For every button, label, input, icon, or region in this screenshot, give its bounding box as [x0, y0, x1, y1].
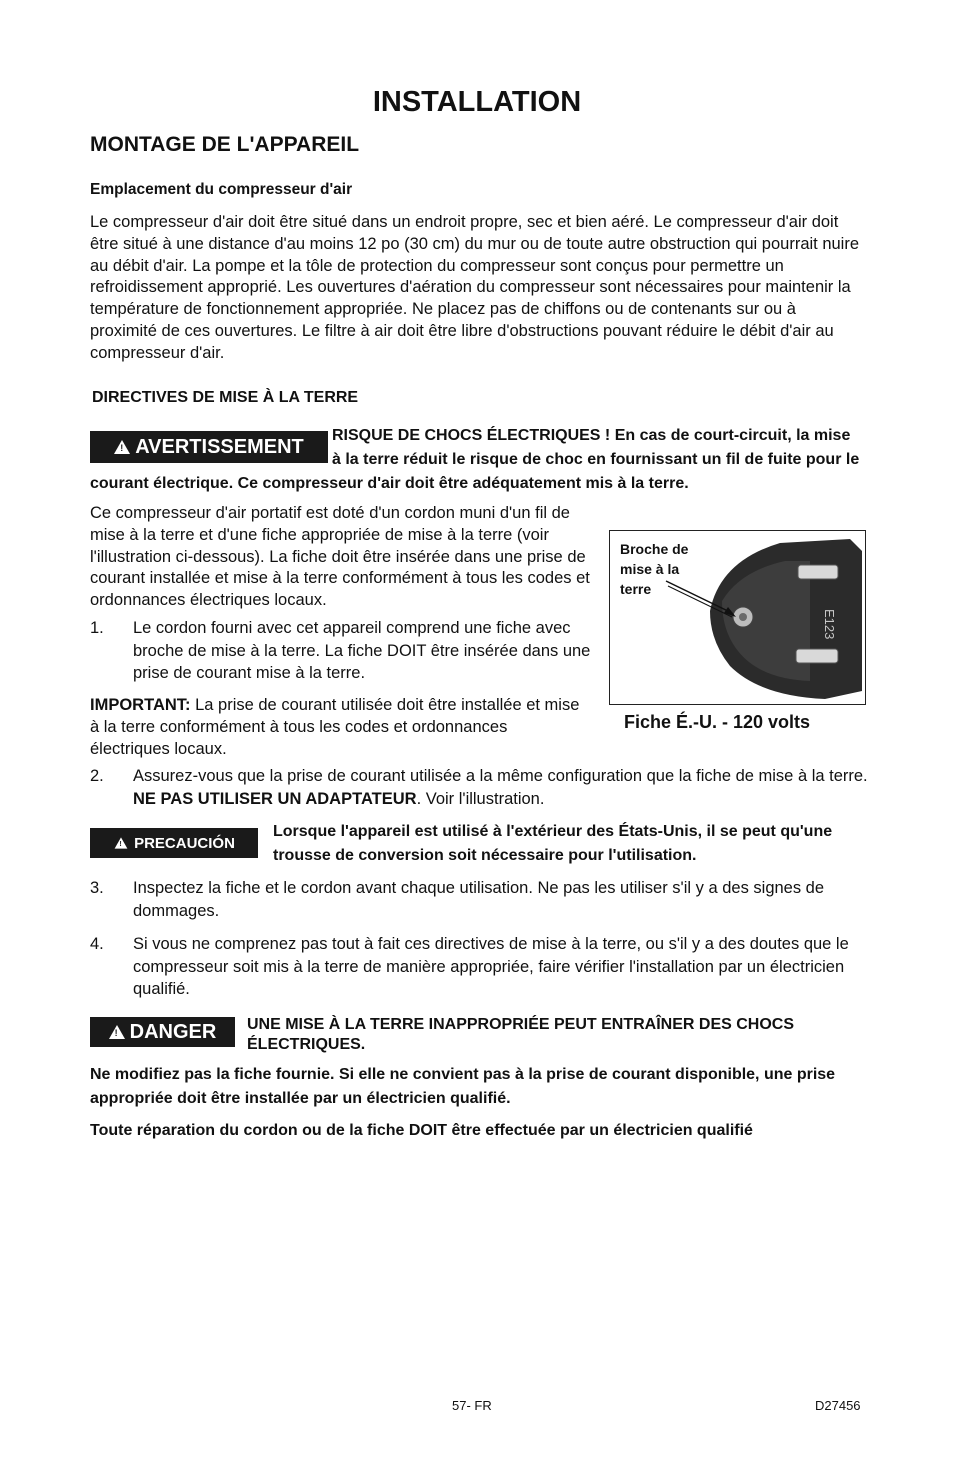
plug-print: E123: [822, 609, 837, 640]
caution-text: Lorsque l'appareil est utilisé à l'extérieur des États-Unis, il se peut qu'une trousse de conversion soit nécessaire pour l'utilisation.: [273, 823, 833, 864]
danger-triangle-icon: [109, 1025, 125, 1039]
item3-number: 3.: [90, 879, 104, 897]
danger-badge: [90, 1017, 235, 1047]
page-number: 57- FR: [452, 1398, 492, 1413]
warning-text-content: RISQUE DE CHOCS ÉLECTRIQUES ! En cas de court-circuit, la mise à la terre réduit le risque de choc en fournissant un fil de fuite pour le courant électrique. Ce compresseur d'air doit être adéquatement mis à la terre.: [90, 427, 860, 492]
grounding-intro-text: Ce compresseur d'air portatif est doté d'un cordon muni d'un fil de mise à la terre et d'une fiche appropriée de mise à la terre (voir l'illustration ci-dessous). La fiche doit être insérée dans une prise de courant installée et mise à la terre conformément à tous les codes et ordonnances électriques locaux.: [90, 504, 590, 610]
no-adapter-warning: NE PAS UTILISER UN ADAPTATEUR: [133, 789, 417, 808]
caution-triangle-icon: [115, 837, 128, 848]
item4-text: Si vous ne comprenez pas tout à fait ces directives de mise à la terre, ou s'il y a des doutes que le compresseur soit mis à la terre de manière appropriée, faire vérifier l'installation par un électricien qualifié.: [133, 935, 849, 998]
warning-text: [90, 424, 862, 496]
plug-figure: [609, 530, 866, 705]
item3-text: Inspectez la fiche et le cordon avant chaque utilisation. Ne pas les utiliser s'il y a des signes de dommages.: [133, 879, 825, 920]
item2-number: 2.: [90, 767, 104, 785]
caution-badge-label: PRECAUCIÓN: [134, 834, 235, 852]
danger-badge-label: DANGER: [129, 1020, 217, 1043]
danger-paragraph-2: Toute réparation du cordon ou de la fiche DOIT être effectuée par un électricien qualifié: [90, 1122, 753, 1139]
caution-badge: [90, 828, 258, 858]
item1-number: 1.: [90, 619, 104, 637]
section-title: MONTAGE DE L'APPAREIL: [90, 133, 360, 156]
danger-paragraph-1: Ne modifiez pas la fiche fournie. Si elle ne convient pas à la prise de courant disponible, une prise appropriée doit être installée par un électricien qualifié.: [90, 1066, 836, 1107]
item4-number: 4.: [90, 935, 104, 953]
important-text: La prise de courant utilisée doit être installée et mise à la terre conformément à tous les codes et ordonnances électriques locaux.: [90, 696, 580, 758]
item2-text-a: Assurez-vous que la prise de courant utilisée a la même configuration que la fiche de mise à la terre.: [133, 767, 868, 785]
figure-caption: Fiche É.-U. - 120 volts: [624, 712, 811, 732]
page-title: INSTALLATION: [372, 86, 582, 118]
figure-label-line: Broche de: [620, 541, 689, 557]
subsection-location-heading: Emplacement du compresseur d'air: [90, 181, 353, 198]
item2-text: [133, 765, 868, 810]
figure-label-line: mise à la: [620, 561, 680, 577]
subsection-grounding-heading: DIRECTIVES DE MISE À LA TERRE: [92, 389, 359, 406]
item2-text-b: . Voir l'illustration.: [416, 789, 545, 808]
location-paragraph: Le compresseur d'air doit être situé dans un endroit propre, sec et bien aéré. Le compresseur d'air doit être situé à une distance d'au moins 12 po (30 cm) du mur ou de toute autre obstruction qui pourrait nuire au débit d'air. La pompe et la tôle de protection du compresseur sont conçus pour permettre un refroidissement approprié. Les ouvertures d'aération du compresseur sont nécessaires pour maintenir la température de fonctionnement appropriée. Ne placez pas de chiffons ou de contenants sur ou à proximité de ces ouvertures. Le filtre à air doit être libre d'obstructions pouvant réduire le débit d'air au compresseur d'air.: [90, 213, 860, 362]
important-note: [90, 695, 585, 760]
document-id: D27456: [815, 1398, 861, 1413]
figure-label-line: terre: [620, 581, 652, 597]
important-label: IMPORTANT:: [90, 696, 191, 714]
danger-text: UNE MISE À LA TERRE INAPPROPRIÉE PEUT ENTRAÎNER DES CHOCS ÉLECTRIQUES.: [247, 1016, 795, 1053]
warning-badge-label: AVERTISSEMENT: [135, 435, 304, 458]
item1-text: Le cordon fourni avec cet appareil comprend une fiche avec broche de mise à la terre. La fiche DOIT être insérée dans une prise de courant mise à la terre.: [133, 619, 591, 682]
plug-illustration: [610, 531, 864, 703]
